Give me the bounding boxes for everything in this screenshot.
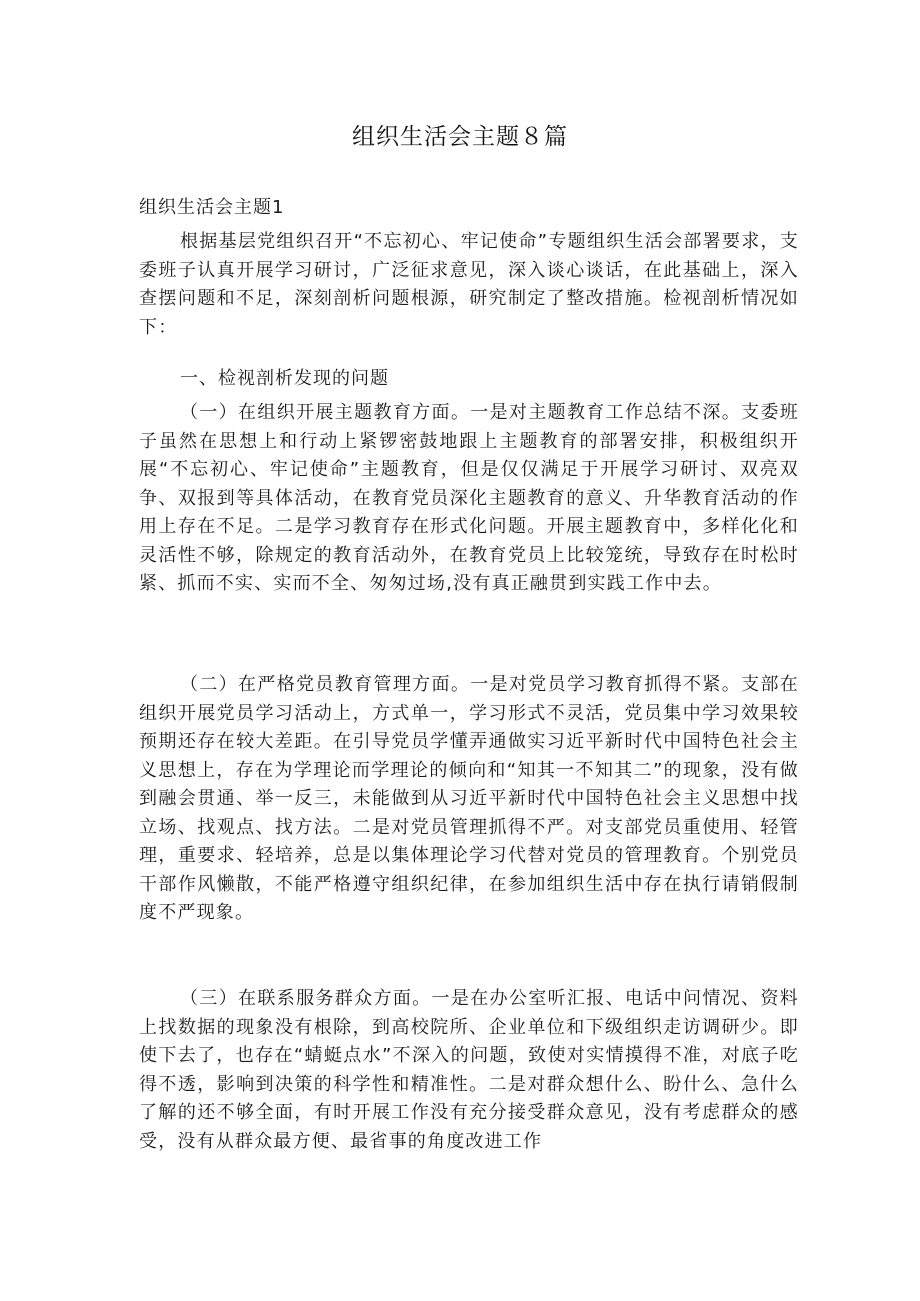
- section-heading: 一、检视剖析发现的问题: [180, 368, 389, 389]
- paragraph-1: （一）在组织开展主题教育方面。一是对主题教育工作总结不深。支委班子虽然在思想上和行动上紧锣密鼓地跟上主题教育的部署安排，积极组织开展“不忘初心、牢记使命”主题教育，但是仅仅满足于开展学习研讨、双亮双争、双报到等具体活动，在教育党员深化主题教育的意义、升华教育活动的作用上存在不足。二是学习教育存在形式化问题。开展主题教育中，多样化化和灵活性不够，除规定的教育活动外，在教育党员上比较笼统，导致存在时松时紧、抓而不实、实而不全、匆匆过场,没有真正融贯到实践工作中去。: [139, 402, 799, 594]
- intro-paragraph: 根据基层党组织召开“不忘初心、牢记使命”专题组织生活会部署要求，支委班子认真开展学习研讨，广泛征求意见，深入谈心谈话，在此基础上，深入查摆问题和不足，深刻剖析问题根源，研究制定了整改措施。检视剖析情况如下：: [139, 231, 799, 338]
- document-title: 组织生活会主题８篇: [352, 124, 568, 150]
- paragraph-2: （二）在严格党员教育管理方面。一是对党员学习教育抓得不紧。支部在组织开展党员学习活动上，方式单一，学习形式不灵活，党员集中学习效果较预期还存在较大差距。在引导党员学懂弄通做实习近平新时代中国特色社会主义思想上，存在为学理论而学理论的倾向和“知其一不知其二”的现象，没有做到融会贯通、举一反三，未能做到从习近平新时代中国特色社会主义思想中找立场、找观点、找方法。二是对党员管理抓得不严。对支部党员重使用、轻管理，重要求、轻培养，总是以集体理论学习代替对党员的管理教育。个别党员干部作风懒散，不能严格遵守组织纪律，在参加组织生活中存在执行请销假制度不严现象。: [139, 674, 799, 923]
- paragraph-3: （三）在联系服务群众方面。一是在办公室听汇报、电话中问情况、资料上找数据的现象没有根除，到高校院所、企业单位和下级组织走访调研少。即使下去了，也存在“蜻蜓点水”不深入的问题，致使对实情摸得不准，对底子吃得不透，影响到决策的科学性和精准性。二是对群众想什么、盼什么、急什么了解的还不够全面，有时开展工作没有充分接受群众意见，没有考虑群众的感受，没有从群众最方便、最省事的角度改进工作: [139, 988, 799, 1152]
- section-subtitle: 组织生活会主题1: [139, 197, 285, 218]
